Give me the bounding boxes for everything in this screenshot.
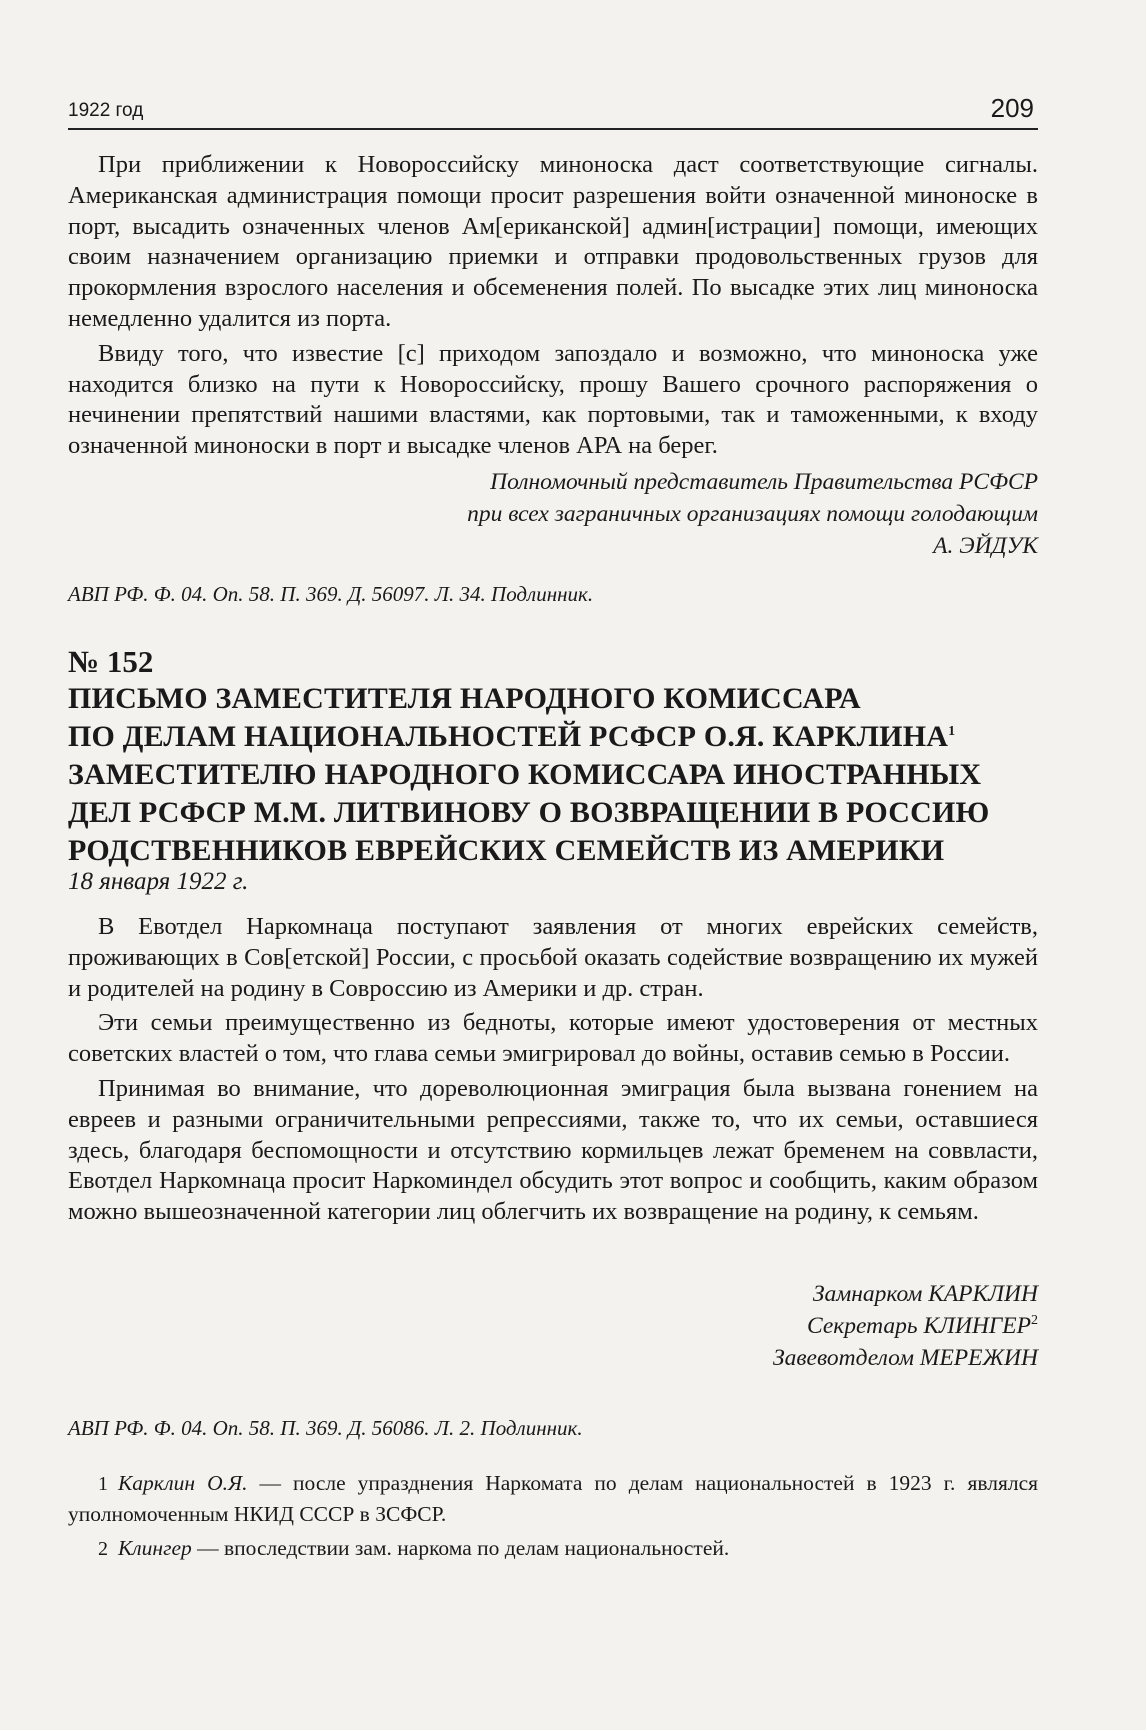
footnote-mark: 1 xyxy=(948,724,956,739)
previous-document-text xyxy=(68,150,1038,462)
header-year: 1922 год xyxy=(68,100,144,121)
title-line: ПИСЬМО ЗАМЕСТИТЕЛЯ НАРОДНОГО КОМИССАРА xyxy=(68,682,861,715)
footnote: 2 Клингер — впоследствии зам. наркома по делам национальностей. xyxy=(98,1536,730,1560)
document-number: № 152 xyxy=(68,644,154,679)
document-body xyxy=(68,912,1038,1228)
title-line: ЗАМЕСТИТЕЛЮ НАРОДНОГО КОМИССАРА ИНОСТРАННЫХ xyxy=(68,758,982,791)
running-header xyxy=(68,94,1038,130)
footnote: 1 Карклин О.Я. — после упразднения Наркомата по делам национальностей в 1923 г. являлся уполномоченным НКИД СССР в ЗСФСР. xyxy=(68,1471,1038,1526)
page-number: 209 xyxy=(990,93,1034,123)
title-line: ПО ДЕЛАМ НАЦИОНАЛЬНОСТЕЙ РСФСР О.Я. КАРКЛИНА$^1$ xyxy=(68,720,956,753)
title-line: ДЕЛ РСФСР М.М. ЛИТВИНОВУ О ВОЗВРАЩЕНИИ В РОССИЮ xyxy=(68,796,990,829)
footnotes xyxy=(68,1468,1038,1564)
signature-line: при всех заграничных организациях помощи голодающим xyxy=(467,501,1038,527)
signature-line: Завевотделом МЕРЕЖИН xyxy=(772,1345,1038,1371)
paragraph: При приближении к Новороссийску миноноска даст соответствующие сигналы. Американская администрация помощи просит разрешения войти означенной миноноске в порт, высадить означенных членов Ам[ериканской] админ[истрации] помощи, имеющих своим назначением организацию приемки и отправки продовольственных грузов для прокормления взрослого населения и обсеменения полей. По высадке этих лиц миноноска немедленно удалится из порта. xyxy=(68,151,1038,332)
previous-document-signature xyxy=(68,466,1038,562)
document-signatures xyxy=(68,1278,1038,1374)
paragraph: Ввиду того, что известие [с] приходом запоздало и возможно, что миноноска уже находится близко на пути к Новороссийску, прошу Вашего срочного распоряжения о нечинении препятствий нашими властями, как портовыми, так и таможенными, к входу означенной миноноски в порт и высадке членов АРА на берег. xyxy=(68,339,1038,460)
signature-name: А. ЭЙДУК xyxy=(933,533,1038,559)
paragraph: В Евотдел Наркомнаца поступают заявления от многих еврейских семейств, проживающих в Сов[етской] России, с просьбой оказать содействие возвращению их мужей и родителей на родину в Совроссию из Америки и др. стран. xyxy=(68,913,1038,1002)
paragraph: Эти семьи преимущественно из бедноты, которые имеют удостоверения от местных советских властей о том, что глава семьи эмигрировал до войны, оставив семью в России. xyxy=(68,1009,1038,1068)
signature-line: Секретарь КЛИНГЕР$^2$ xyxy=(807,1313,1038,1339)
document-title xyxy=(68,680,1038,870)
signature-line: Замнарком КАРКЛИН xyxy=(812,1281,1038,1307)
paragraph: Принимая во внимание, что дореволюционная эмиграция была вызвана гонением на евреев и разными ограничительными репрессиями, также то, что их семьи, оставшиеся здесь, благодаря беспомощности и отсутствию кормильцев лежат бременем на соввласти, Евотдел Наркомнаца просит Наркоминдел обсудить этот вопрос и сообщить, каким образом можно вышеозначенной категории лиц облегчить их возвращение на родину, к семьям. xyxy=(68,1074,1038,1226)
document-date: 18 января 1922 г. xyxy=(68,868,249,895)
footnote-mark: 2 xyxy=(1031,1313,1038,1329)
archive-source: АВП РФ. Ф. 04. Оп. 58. П. 369. Д. 56097. Л. 34. Подлинник. xyxy=(68,582,594,606)
archive-source: АВП РФ. Ф. 04. Оп. 58. П. 369. Д. 56086. Л. 2. Подлинник. xyxy=(68,1416,583,1440)
title-line: РОДСТВЕННИКОВ ЕВРЕЙСКИХ СЕМЕЙСТВ ИЗ АМЕРИКИ xyxy=(68,834,945,867)
signature-line: Полномочный представитель Правительства РСФСР xyxy=(490,469,1038,495)
